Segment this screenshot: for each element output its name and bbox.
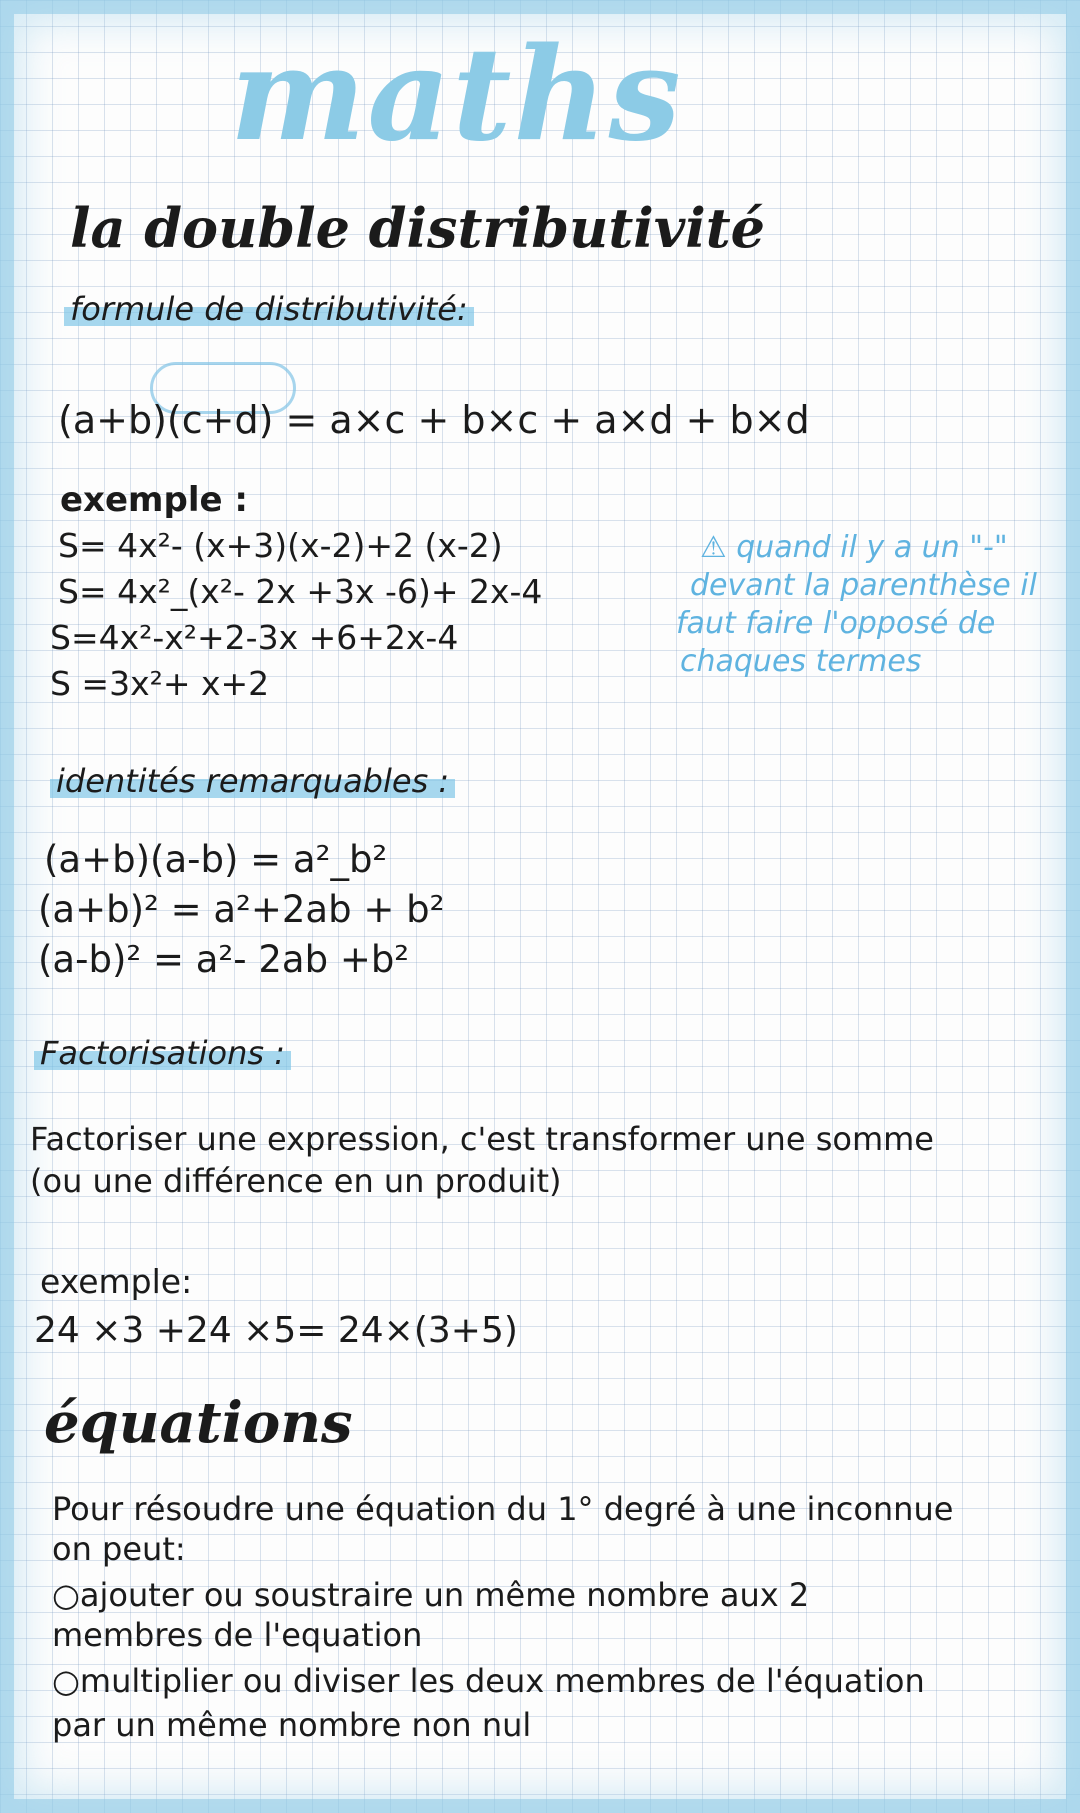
- equations-intro-line-1: Pour résoudre une équation du 1° degré à une inconnue: [52, 1490, 954, 1528]
- factorisation-example-label: exemple:: [40, 1262, 193, 1301]
- example-line-2: S= 4x²_(x²- 2x +3x -6)+ 2x-4: [58, 572, 543, 611]
- equations-rule-2-line-1: ○multiplier ou diviser les deux membres de l'équation: [52, 1662, 925, 1700]
- equations-rule-2-line-2: par un même nombre non nul: [52, 1706, 532, 1744]
- example-label: exemple :: [60, 480, 248, 520]
- chapter-heading: la double distributivité: [70, 196, 766, 260]
- warning-note-line-1: ⚠ quand il y a un "-": [700, 530, 1008, 565]
- factorisation-definition-line-1: Factoriser une expression, c'est transformer une somme: [30, 1120, 934, 1158]
- distributivity-formula: (a+b)(c+d) = a×c + b×c + a×d + b×d: [58, 398, 810, 442]
- identity-line-3: (a-b)² = a²- 2ab +b²: [38, 938, 410, 981]
- warning-note-line-3: faut faire l'opposé de: [676, 606, 996, 641]
- equations-rule-1-line-1: ○ajouter ou soustraire un même nombre aux 2: [52, 1576, 810, 1614]
- warning-note-line-4: chaques termes: [680, 644, 922, 679]
- example-line-1: S= 4x²- (x+3)(x-2)+2 (x-2): [58, 526, 503, 565]
- equations-rule-1-line-2: membres de l'equation: [52, 1616, 423, 1654]
- equations-intro-line-2: on peut:: [52, 1530, 186, 1568]
- factorisation-example: 24 ×3 +24 ×5= 24×(3+5): [34, 1310, 518, 1351]
- identity-line-2: (a+b)² = a²+2ab + b²: [38, 888, 445, 931]
- factorisation-definition-line-2: (ou une différence en un produit): [30, 1162, 562, 1200]
- warning-note-line-2: devant la parenthèse il: [690, 568, 1037, 603]
- identity-line-1: (a+b)(a-b) = a²_b²: [44, 838, 388, 881]
- example-line-3: S=4x²-x²+2-3x +6+2x-4: [50, 618, 459, 657]
- equations-heading: équations: [44, 1390, 353, 1456]
- distributivity-label: formule de distributivité:: [64, 290, 474, 328]
- factorisation-label: Factorisations :: [34, 1034, 291, 1072]
- example-line-4: S =3x²+ x+2: [50, 664, 270, 703]
- page-title: maths: [230, 20, 683, 170]
- identities-label: identités remarquables :: [50, 762, 455, 800]
